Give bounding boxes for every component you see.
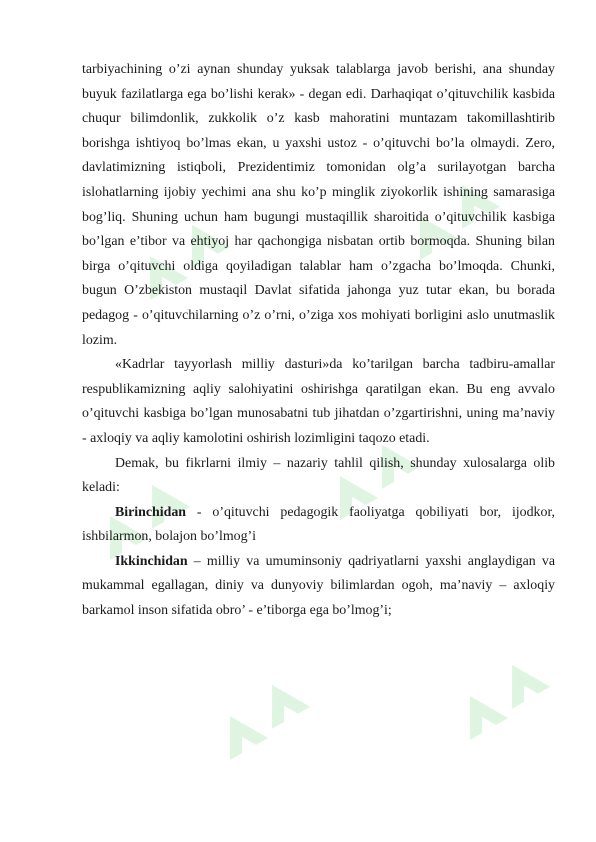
body-text [82, 58, 555, 624]
paragraph-2: «Kadrlar tayyorlash milliy dasturi»da ko’tarilgan barcha tadbiru-amallar respublikamizning aqliy salohiyatini oshirishga qaratilgan ekan. Bu eng avvalo o’qituvchi kasbiga bo’lgan munosabatni tub jihatdan o’zgartirishni, uning ma’naviy - axloqiy va aqliy kamolotini oshirish lozimligini taqozo etadi. [82, 357, 555, 446]
watermark-logo-icon [208, 674, 313, 760]
list-item-2-text: – milliy va umuminsoniy qadriyatlarni yaxshi anglaydigan va mukammal egallagan, diniy va dunyoviy bilimlardan ogoh, ma’naviy – axloqiy barkamol inson sifatida obro’ - e’tiborga ega bo’lmog’i; [82, 553, 555, 619]
watermark-logo-icon [448, 654, 553, 740]
paragraph-1: tarbiyachining o’zi aynan shunday yuksak talablarga javob berishi, ana shunday buyuk fazilatlarga ega bo’lishi kerak» - degan edi. Darhaqiqat o’qituvchilik kasbida chuqur bilimdonlik, zukkolik o’z kasb mahoratini muntazam takomillashtirib borishga ishtiyoq bo’lmas ekan, u yaxshi ustoz - o’qituvchi bo’la olmaydi. Zero, davlatimizning istiqboli, Prezidentimiz tomonidan olg’a surilayotgan barcha islohatlarning ijobiy yechimi ana shu ko’p minglik ziyokorlik ishining samarasiga bog’liq. Shuning uchun ham bugungi mustaqillik sharoitida o’qituvchilik kasbiga bo’lgan e’tibor va ehtiyoj har qachongiga nisbatan ortib bormoqda. Shuning bilan birga o’qituvchi oldiga qoyiladigan talablar ham o’zgacha bo’lmoqda. Chunki, bugun O’zbekiston mustaqil Davlat sifatida jahonga yuz tutar ekan, bu borada pedagog - o’qituvchilarning o’z o’rni, o’ziga xos mohiyati borligini aslo unutmaslik lozim. [82, 62, 555, 348]
list-item-2 [82, 550, 555, 624]
list-item-1-text: - o’qituvchi pedagogik faoliyatga qobiliyati bor, ijodkor, ishbilarmon, bolajon bo’lmog’i [82, 504, 555, 545]
list-item-2-label: Ikkinchidan [115, 553, 188, 569]
paragraph-3: Demak, bu fikrlarni ilmiy – nazariy tahlil qilish, shunday xulosalarga olib keladi: [82, 455, 555, 496]
list-item-1 [82, 501, 555, 550]
list-item-1-label: Birinchidan [115, 504, 187, 520]
